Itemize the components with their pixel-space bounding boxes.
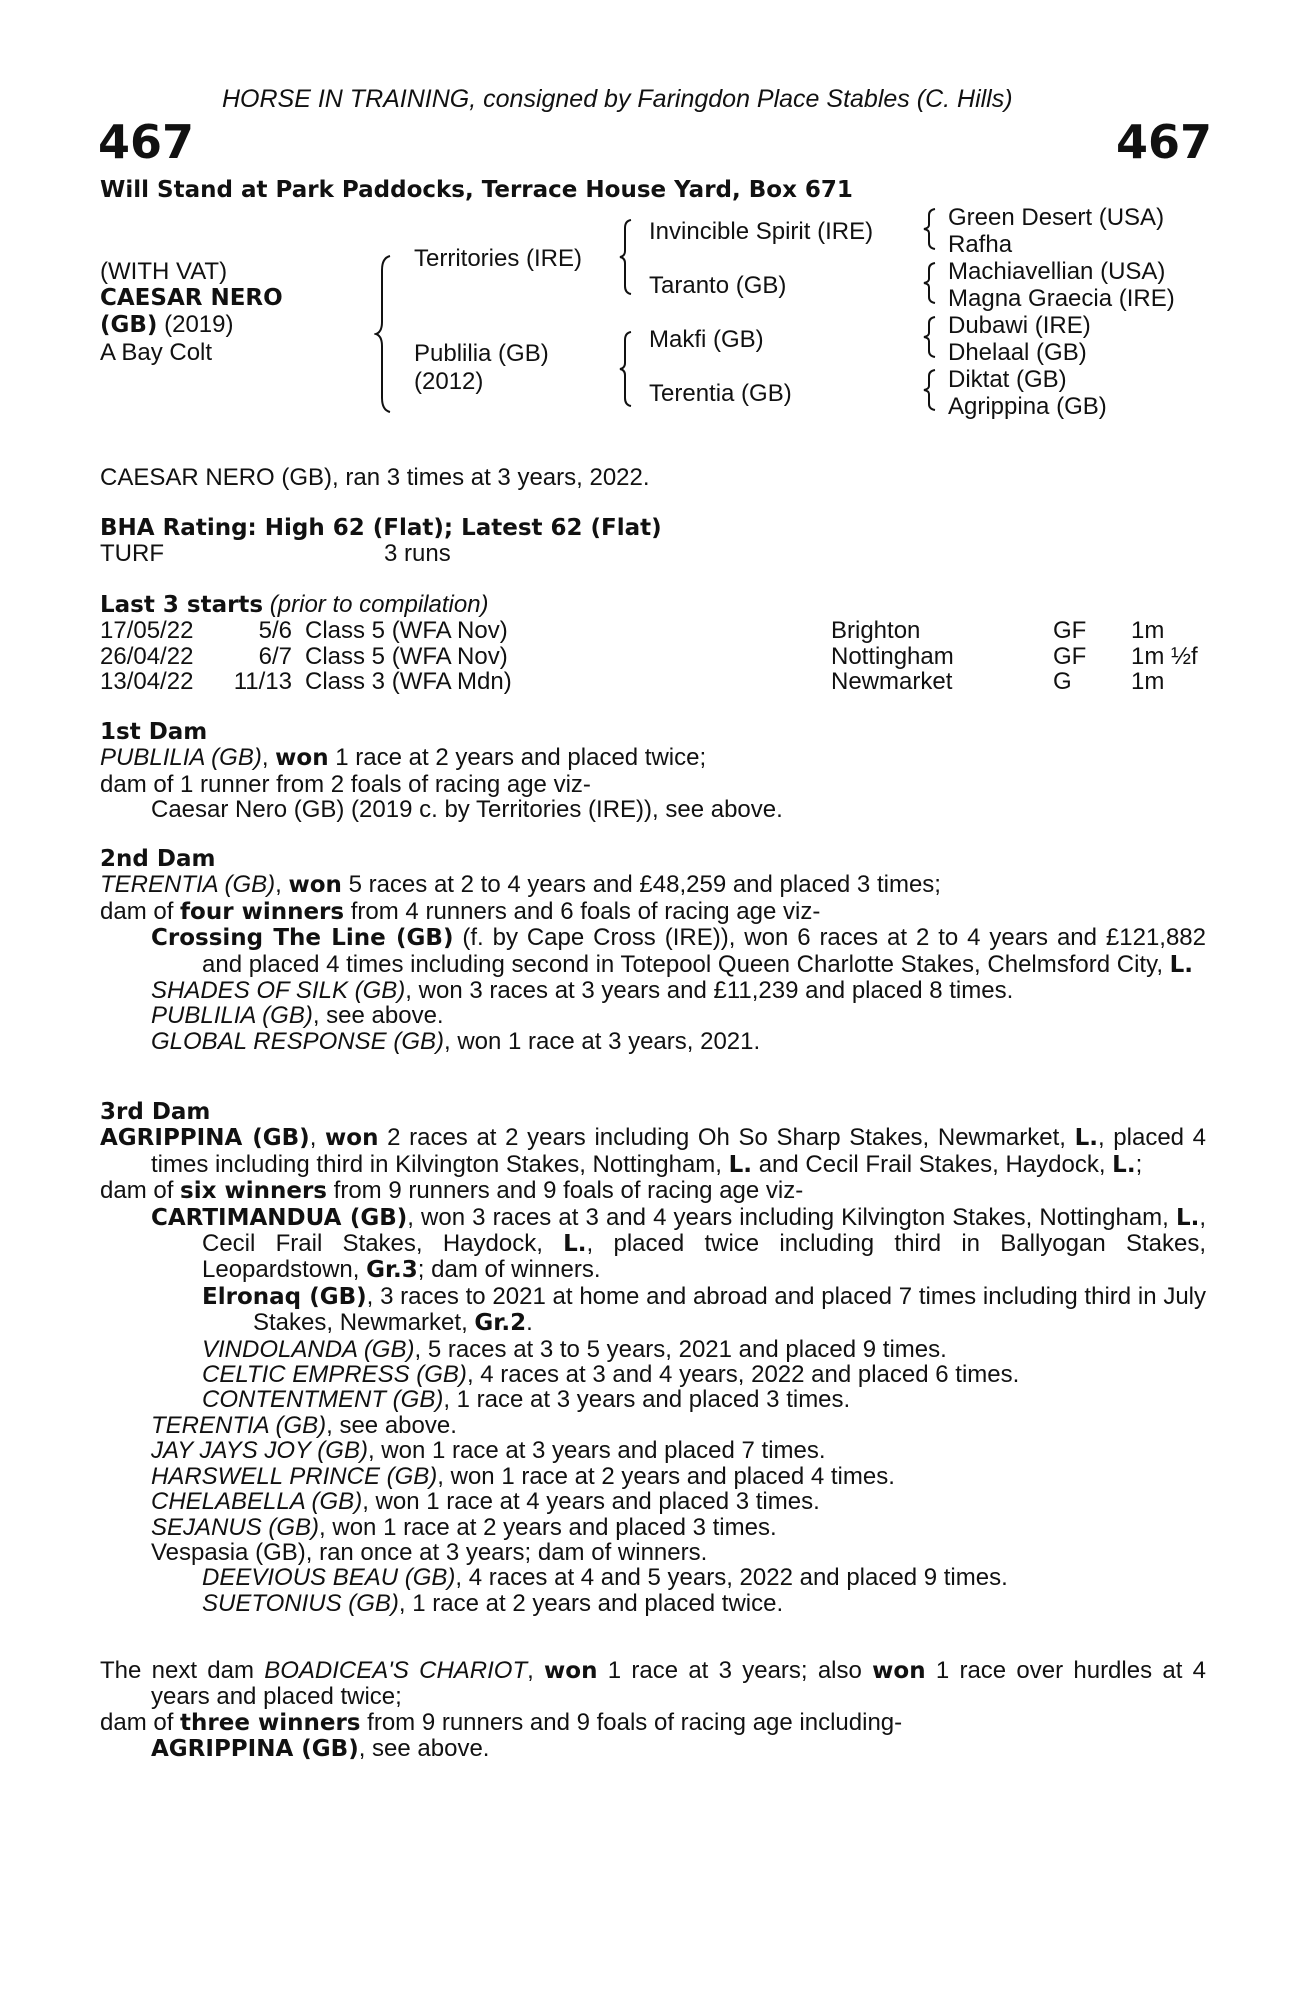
produce-name: SHADES OF SILK (GB) [151,977,406,1005]
start-position: 5/6 [258,617,292,644]
produce-name: SUETONIUS (GB) [202,1589,399,1617]
catalogue-header-title: HORSE IN TRAINING, consigned by Faringdon Place Stables (C. Hills) [222,85,1013,113]
pedigree-dam-sire: Makfi (GB) [649,326,764,353]
first-dam-text: 1 race at 2 years and placed twice; [328,744,707,772]
produce-text: , won 1 race at 2 years and placed 4 times. [437,1462,895,1490]
record-text: 1 race over hurdles at 4 years and placed twice; [151,1657,1206,1711]
produce-name: PUBLILIA (GB) [151,1002,313,1030]
next-dam-record [100,1658,1206,1710]
produce-name: HARSWELL PRINCE (GB) [151,1462,438,1490]
second-dam-text: 5 races at 2 to 4 years and £48,259 and placed 3 times; [341,871,941,899]
produce-celtic-empress [100,1362,1206,1387]
produce-name: VINDOLANDA (GB) [202,1335,415,1363]
pedigree-brace-gen4-a [922,207,938,251]
last-starts-table [100,618,1198,695]
pedigree-gen4-8: Agrippina (GB) [948,393,1107,420]
record-text: ; [1135,1150,1143,1178]
pedigree-dam: Publilia (GB) [414,340,549,367]
horse-name: CAESAR NERO [100,285,283,311]
won-label: won [872,1658,926,1684]
pedigree-gen4-7: Diktat (GB) [948,366,1067,393]
start-date: 13/04/22 [100,668,194,695]
produce-text: , placed twice including third in Ballyogan Stakes, Leopardstown, [202,1230,1206,1284]
produce-text: , won 1 race at 2 years and placed 3 times. [319,1513,777,1541]
listed-label: L. [563,1231,587,1258]
produce-chelabella [100,1489,1206,1514]
produce-suetonius [100,1591,1206,1616]
produce-text: , won 3 races at 3 years and £11,239 and placed 8 times. [405,977,1014,1005]
group-label: Gr.2 [474,1310,527,1337]
next-dam-name: BOADICEA'S CHARIOT [264,1657,528,1684]
produce-shades-of-silk [100,978,1206,1003]
produce-jay-jays-joy [100,1438,1206,1463]
second-dam-record: TERENTIA (GB), won 5 races at 2 to 4 years and £48,259 and placed 3 times; [100,871,941,899]
third-dam-name: AGRIPPINA (GB) [100,1125,310,1152]
produce-contentment [100,1387,1206,1412]
produce-crossing-the-line [100,925,1206,978]
first-dam-section [100,720,1206,823]
first-dam-name: PUBLILIA (GB) [100,744,262,772]
produce-publilia [100,1003,1206,1028]
dam-of-label: dam of [100,897,181,925]
produce-vindolanda [100,1337,1206,1362]
start-distance: 1m ½f [1131,642,1198,670]
produce-text: , won 1 race at 3 years, 2021. [443,1027,761,1055]
produce-name: CARTIMANDUA (GB) [151,1204,408,1231]
start-going: G [1053,668,1072,695]
produce-text: ; dam of winners. [417,1256,601,1284]
produce-text: from 9 runners and 9 foals of racing age viz- [326,1177,804,1205]
first-dam-record: PUBLILIA (GB), won 1 race at 2 years and placed twice; [100,744,707,772]
pedigree-sire-sire: Invincible Spirit (IRE) [649,218,874,245]
pedigree-gen4-3: Machiavellian (USA) [948,258,1166,285]
start-date: 17/05/22 [100,617,194,644]
produce-text: , see above. [312,1002,444,1030]
lot-number-left: 467 [98,115,195,169]
listed-label: L. [1074,1125,1098,1152]
dam-of-label: dam of [100,1708,181,1736]
race-summary: CAESAR NERO (GB), ran 3 times at 3 years, 2022. [100,464,650,491]
horse-year: (2019) [157,311,234,338]
record-text: 1 race at 3 years; also [597,1657,873,1684]
produce-name: CELTIC EMPRESS (GB) [202,1361,467,1389]
produce-text: from 4 runners and 6 foals of racing age viz- [344,897,821,925]
start-position: 6/7 [258,642,292,670]
produce-terentia [100,1413,1206,1438]
produce-text: (f. by Cape Cross (IRE)), won 6 races at 2 to 4 years and £121,882 and placed 4 times including second in Totepool Queen Charlotte Stakes, Chelmsford City, [202,924,1206,978]
last-starts-heading [100,591,489,619]
third-dam-heading: 3rd Dam [100,1099,211,1125]
start-date: 26/04/22 [100,642,194,670]
table-row [100,669,1198,695]
bha-rating: BHA Rating: High 62 (Flat); Latest 62 (Flat) [100,515,662,541]
start-going: GF [1053,642,1087,670]
record-text: and Cecil Frail Stakes, Haydock, [752,1150,1113,1178]
produce-name: TERENTIA (GB) [151,1411,327,1439]
pedigree-dam-year: (2012) [414,368,484,395]
pedigree-brace-gen4-c [922,315,938,359]
pedigree-dam-dam: Terentia (GB) [649,380,792,407]
produce-name: DEEVIOUS BEAU (GB) [202,1564,456,1592]
start-course: Brighton [831,617,921,644]
produce-name: CONTENTMENT (GB) [202,1386,444,1414]
horse-origin: (GB) [100,312,158,338]
group-label: Gr.3 [366,1257,418,1284]
pedigree-brace-sire [618,218,634,296]
won-label: won [288,872,342,899]
produce-text: , 1 race at 3 years and placed 3 times. [443,1386,851,1414]
dam-of-label: dam of [100,1177,181,1205]
first-dam-child: Caesar Nero (GB) (2019 c. by Territories (IRE)), see above. [151,796,783,824]
start-course: Nottingham [831,642,954,670]
produce-text: , Cecil Frail Stakes, Haydock, [202,1203,1207,1258]
winners-count: four winners [180,898,345,925]
pedigree-sire: Territories (IRE) [414,245,583,272]
horse-description: A Bay Colt [100,339,213,366]
produce-cartimandua [100,1205,1206,1284]
horse-origin-year [100,311,233,339]
second-dam-name: TERENTIA (GB) [100,871,276,899]
start-distance: 1m [1131,617,1165,644]
first-dam-heading: 1st Dam [100,719,208,745]
second-dam-section [100,847,1206,1054]
produce-name: AGRIPPINA (GB) [151,1736,359,1763]
third-dam-produce [100,1178,1206,1204]
vat-status: (WITH VAT) [100,258,228,285]
pedigree-gen4-1: Green Desert (USA) [948,204,1165,231]
produce-text: , won 1 race at 3 years and placed 7 times. [367,1437,826,1465]
second-dam-heading: 2nd Dam [100,846,216,872]
pedigree-gen4-2: Rafha [948,231,1013,258]
produce-name: Crossing The Line (GB) [151,925,454,952]
produce-text: , 4 races at 3 and 4 years, 2022 and placed 6 times. [466,1361,1020,1389]
start-race: Class 5 (WFA Nov) [305,642,508,670]
last-starts-note: (prior to compilation) [269,591,489,618]
start-position: 11/13 [233,668,292,695]
produce-name: CHELABELLA (GB) [151,1488,363,1516]
table-row [100,618,1198,644]
record-text: , [527,1657,545,1684]
record-text: , placed 4 times including third in Kilvington Stakes, Nottingham, [151,1124,1207,1178]
produce-global-response [100,1029,1206,1054]
produce-name: SEJANUS (GB) [151,1513,320,1541]
last-starts-title: Last 3 starts [100,592,264,618]
third-dam-record: AGRIPPINA (GB), won 2 races at 2 years including Oh So Sharp Stakes, Newmarket, L., placed 4 times including third in Kilvington Stakes, Nottingham, L. and Cecil Frail Stakes, Haydock, L.; [100,1124,1207,1178]
produce-elronaq [100,1284,1206,1337]
produce-text: , see above. [358,1735,490,1763]
produce-harswell-prince [100,1464,1206,1489]
pedigree-gen4-6: Dhelaal (GB) [948,339,1087,366]
start-distance: 1m [1131,668,1165,695]
produce-text: , 5 races at 3 to 5 years, 2021 and placed 9 times. [414,1335,947,1363]
lot-number-right: 467 [1116,115,1213,169]
winners-count: three winners [180,1709,361,1736]
produce-text: , 3 races to 2021 at home and abroad and placed 7 times including third in July Stakes, Newmarket, [253,1282,1206,1337]
table-row [100,644,1198,670]
pedigree-brace-gen4-b [922,261,938,305]
produce-name: GLOBAL RESPONSE (GB) [151,1027,444,1055]
first-dam-produce: dam of 1 runner from 2 foals of racing age viz- [100,770,591,798]
start-course: Newmarket [831,668,953,695]
rating-surface: TURF [100,540,164,567]
produce-agrippina [100,1736,1206,1762]
produce-deevious-beau [100,1565,1206,1590]
produce-sejanus [100,1515,1206,1540]
produce-text: , see above. [326,1411,457,1439]
produce-text: , won 1 race at 4 years and placed 3 times. [362,1488,820,1516]
pedigree-gen4-4: Magna Graecia (IRE) [948,285,1175,312]
next-dam-section [100,1658,1206,1763]
listed-label: L. [1112,1151,1136,1178]
rating-runs: 3 runs [384,540,451,567]
produce-vespasia: Vespasia (GB), ran once at 3 years; dam of winners. [151,1538,708,1566]
third-dam-section [100,1100,1206,1616]
won-label: won [275,745,329,772]
won-label: won [325,1125,379,1152]
stand-location: Will Stand at Park Paddocks, Terrace House Yard, Box 671 [100,177,853,203]
listed-label: L. [1169,951,1194,978]
produce-text: from 9 runners and 9 foals of racing age including- [360,1708,903,1736]
pedigree-brace-gen1 [374,254,394,414]
record-text: The next dam [100,1657,265,1684]
next-dam-produce [100,1710,1206,1736]
start-race: Class 3 (WFA Mdn) [305,668,512,695]
produce-text: , 1 race at 2 years and placed twice. [398,1589,784,1617]
listed-label: L. [1175,1204,1200,1231]
produce-text: . [526,1309,533,1337]
pedigree-sire-dam: Taranto (GB) [649,272,787,299]
record-text: 2 races at 2 years including Oh So Sharp Stakes, Newmarket, [378,1124,1075,1152]
pedigree-gen4-5: Dubawi (IRE) [948,312,1091,339]
pedigree-brace-dam [618,330,634,408]
produce-text: , 4 races at 4 and 5 years, 2022 and placed 9 times. [455,1564,1008,1592]
start-race: Class 5 (WFA Nov) [305,617,508,644]
produce-name: Elronaq (GB) [202,1283,367,1310]
produce-text: , won 3 races at 3 and 4 years including Kilvington Stakes, Nottingham, [407,1203,1176,1231]
second-dam-produce [100,899,1206,925]
listed-label: L. [728,1151,753,1178]
pedigree-brace-gen4-d [922,368,938,412]
won-label: won [544,1658,598,1684]
winners-count: six winners [180,1178,327,1205]
start-going: GF [1053,617,1087,644]
produce-name: JAY JAYS JOY (GB) [151,1437,368,1465]
